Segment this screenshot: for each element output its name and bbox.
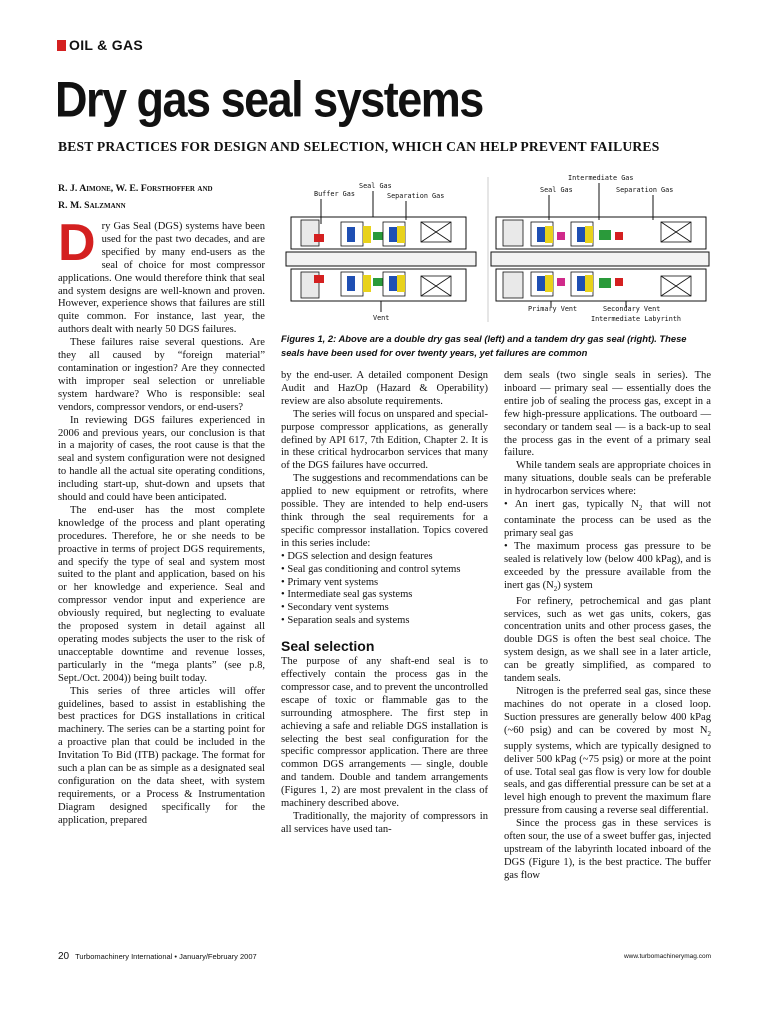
bullet-item: • Separation seals and systems — [281, 615, 410, 627]
paragraph: Nitrogen is the preferred seal gas, since these machines do not operate in a closed loop. Suction pressures are generally below 400 kPag (~60 psig) and can be covered by most $N_2$ supply systems, which are typically designed to deliver 500 kPag (~75 psig) or more at the point of use. Total seal gas flow is very low for double seals, and gas differential pressure can be set at a level high enough to prevent the maximum flare pressure from causing a reverse seal differential. — [504, 685, 711, 817]
label-intermediate-gas: Intermediate Gas — [568, 174, 634, 182]
label-buffer-gas: Buffer Gas — [314, 190, 355, 198]
label-vent: Vent — [373, 314, 390, 322]
article-subtitle: BEST PRACTICES FOR DESIGN AND SELECTION, WHICH CAN HELP PREVENT FAILURES — [58, 139, 660, 154]
paragraph: These failures raise several questions. Are they all caused by “foreign material” contamination or ingestion? Are they connected with improper seal selection or unreliable system hardware? Who is responsible: seal vendors, compressor vendors, or end-users? — [58, 337, 265, 413]
paragraph: In reviewing DGS failures experienced in 2006 and previous years, our conclusion is that in a majority of cases, the root cause is that the seal and system configuration were not designed to handle all the actual site operating conditions, including start-up, shut-down and upsets that should and could have been anticipated. — [58, 414, 265, 504]
author-byline — [58, 180, 278, 214]
article-title: Dry gas seal systems — [55, 70, 483, 128]
double-seal-diagram — [286, 182, 476, 322]
paragraph: This series of three articles will offer guidelines, based to assist in establishing the best practices for DGS installations in critical machinery. The series can be a starting point for a proactive plan that could be included in the Invitation To Bid (ITB) package. The format for such a plan can be as simple as a designated seal configuration on the data sheet, with system requirements, or a Process & Instrumentation Diagram designed specifically for the application, prepared — [58, 685, 265, 826]
paragraph: dem seals (two single seals in series). The inboard — primary seal — essentially does the entire job of sealing the process gas, except in a few high-pressure applications. The outboard — secondary or tandem seal — is a back-up to seal the process gas in the event of a primary seal failure. — [504, 370, 711, 459]
label-primary-vent: Primary Vent — [528, 305, 578, 313]
label-separation-gas-right: Separation Gas — [616, 186, 674, 194]
bullet-item: • Secondary vent systems — [281, 602, 389, 614]
drop-cap: D — [58, 214, 96, 272]
paragraph: Traditionally, the majority of compressors in all services have used tan- — [281, 811, 488, 835]
author-line-2: R. M. Salzmann — [58, 200, 126, 211]
paragraph: While tandem seals are appropriate choices in many situations, double seals can be preferable in hydrocarbon services where: — [504, 460, 711, 498]
paragraph: The suggestions and recommendations can be applied to new equipment or retrofits, where possible. They are intended to help end-users think through the seal requirements for a specific compressor installation. Topics covered in this series include: — [281, 473, 488, 549]
paragraph: For refinery, petrochemical and gas plant services, such as wet gas units, cokers, gas concentration units and other process gases, the double DGS is often the best seal choice. The system design, as we shall see in a later article, can be greatly simplified, as compared to tandem seals. — [504, 595, 711, 685]
section-label: OIL & GAS — [69, 37, 144, 53]
column-2 — [281, 370, 488, 837]
bullet-item: • The maximum process gas pressure to be sealed is relatively low (below 400 kPag), and is exceeded by the pressure available from the inert gas $(N_2)$ system — [504, 540, 711, 593]
section-marker — [57, 40, 66, 51]
bullet-item: • Intermediate seal gas systems — [281, 589, 413, 601]
footer-url: www.turbomachinerymag.com — [623, 953, 711, 960]
label-seal-gas-right: Seal Gas — [540, 186, 573, 194]
paragraph: The series will focus on unspared and special-purpose compressor applications, as generally defined by API 617, 7th Edition, Chapter 2. It is in these critical hydrocarbon services that many of the DGS failures have occurred. — [281, 408, 488, 472]
label-intermediate-labyrinth: Intermediate Labyrinth — [591, 315, 682, 323]
column-3 — [504, 370, 711, 883]
figure-caption: Figures 1, 2: Above are a double dry gas seal (left) and a tandem dry gas seal (right). These seals have been used for over twenty years, yet failures are common — [281, 333, 687, 358]
bullet-item: • Seal gas conditioning and control sytems — [281, 563, 461, 575]
bullet-item: • DGS selection and design features — [281, 550, 433, 562]
bullet-item: • Primary vent systems — [281, 576, 379, 588]
footer-left — [58, 951, 257, 962]
publication-info: Turbomachinery International • January/February 2007 — [75, 952, 257, 961]
bullet-item: • An inert gas, typically $N_2$ that will not contaminate the process can be used as the primary seal gas — [504, 499, 711, 539]
label-secondary-vent: Secondary Vent — [603, 305, 661, 313]
page-number: 20 — [58, 951, 70, 962]
paragraph: The purpose of any shaft-end seal is to effectively contain the process gas in the compressor case, and to prevent the uncontrolled escape of toxic or flammable gas to the surrounding atmosphere. The first step in achieving a safe and reliable DGS installation is selecting the best seal configuration for the specific compressor application. There are three common DGS arrangements — single, double and tandem. Double and tandem arrangements (Figures 1, 2) are most prevalent in the class of machinery described above. — [281, 656, 488, 810]
paragraph: by the end-user. A detailed component Design Audit and HazOp (Hazard & Operability) review are also absolute requirements. — [281, 370, 488, 407]
label-seal-gas-left: Seal Gas — [359, 182, 392, 190]
figure-seal-diagrams — [281, 172, 711, 327]
seal-diagram-svg — [281, 172, 711, 327]
section-heading: Seal selection — [281, 638, 375, 655]
author-line-1: R. J. Aimone, W. E. Forsthoffer and — [58, 183, 213, 194]
paragraph: Since the process gas in these services is often sour, the use of a sweet buffer gas, injected upstream of the labyrinth located inboard of the DGS (Figure 1), is the best practice. The buffer gas flow — [504, 818, 711, 881]
paragraph: Dry Gas Seal (DGS) systems have been used for the past two decades, and are specified by many end-users as the seal of choice for most compressor applications. One would therefore think that seal and system designs are well-known and proven. However, experience shows that failures are still quite common. For instance, last year, the authors dealt with nearly 50 DGS failures. — [58, 214, 265, 336]
section-tag — [57, 37, 143, 53]
paragraph: The end-user has the most complete knowledge of the process and plant operating procedures. Therefore, he or she needs to be proactive in terms of project DGS requirements, and specify the type of seal and system most suited to the plant and application, based on his or her knowledge and experience. Seal and compressor vendor input and experience are obviously required, but neglecting to evaluate the proposed system in detail against all operating modes subjects the user to the risk of unacceptable downtime and revenue losses, particularly in the “mega plants” (see p.8, Sept./Oct. 2004)) being built today. — [58, 504, 265, 684]
label-separation-gas-left: Separation Gas — [387, 192, 445, 200]
column-1 — [58, 214, 265, 828]
tandem-seal-diagram — [491, 174, 709, 323]
